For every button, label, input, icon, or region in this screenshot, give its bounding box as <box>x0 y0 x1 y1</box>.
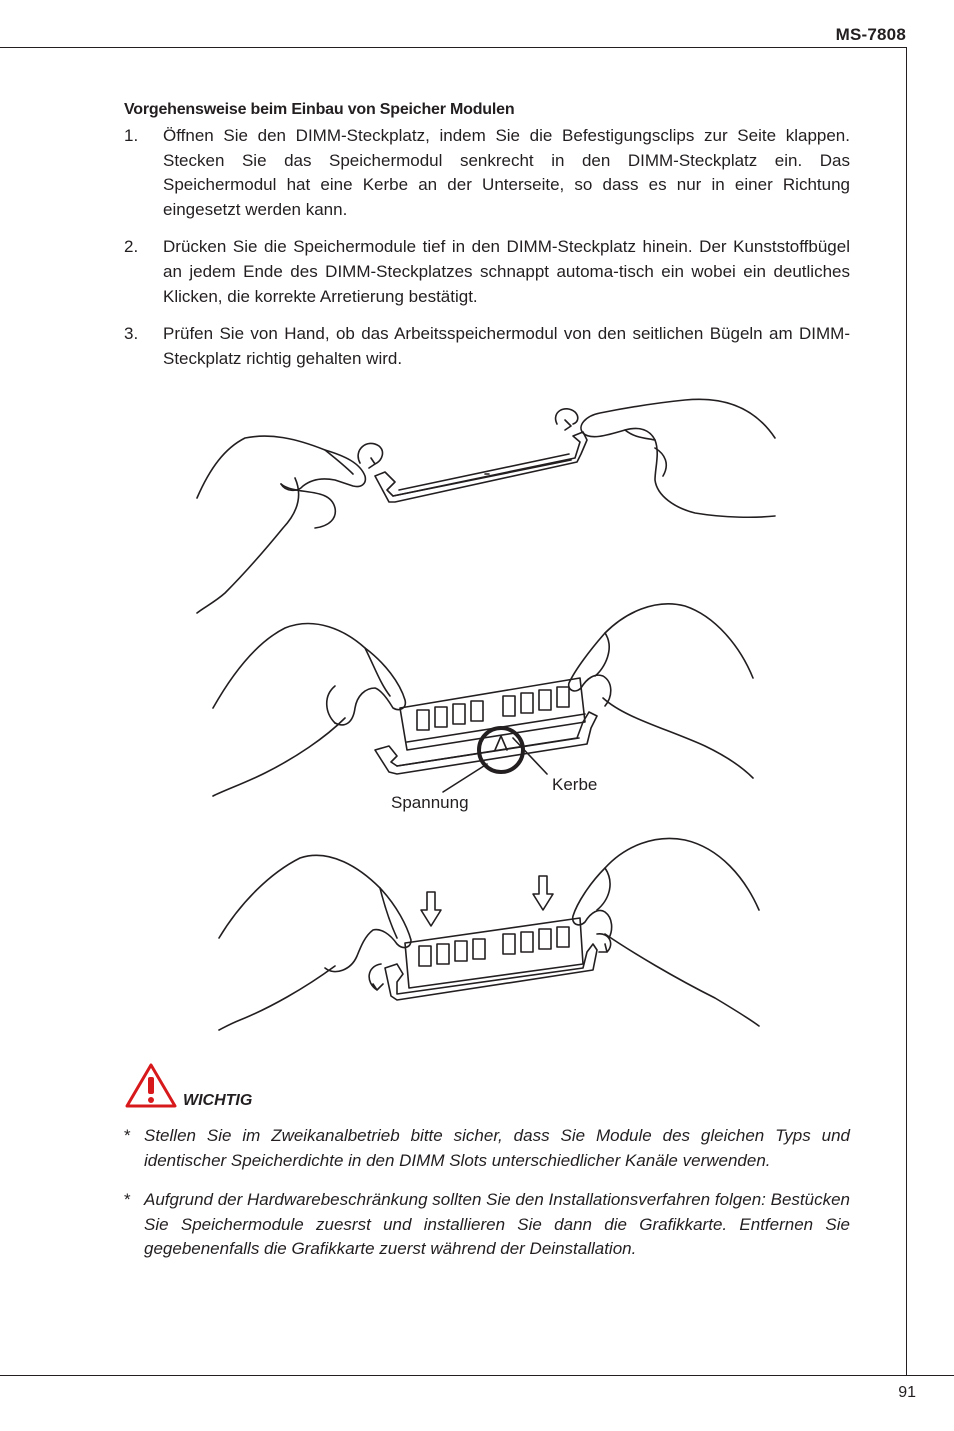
step-text: Prüfen Sie von Hand, ob das Arbeitsspeichermodul von den seitlichen Bügeln am DIMM-Steckplatz richtig gehalten wird. <box>163 324 850 368</box>
down-arrow-left <box>421 892 441 926</box>
left-hand-2 <box>213 624 405 796</box>
note-item <box>124 1188 850 1262</box>
right-curl-arrow-1 <box>556 409 578 430</box>
dimm-install-illustration <box>185 378 785 1038</box>
left-hand-3 <box>219 855 411 1030</box>
down-arrow-right <box>533 876 553 910</box>
left-curl-arrow-1 <box>358 443 382 468</box>
spannung-leader <box>443 764 487 792</box>
model-number: MS-7808 <box>835 25 906 44</box>
note-bullet: * <box>124 1126 131 1145</box>
note-bullet: * <box>124 1190 131 1210</box>
dram-chips-3 <box>419 927 569 966</box>
right-hand-3 <box>573 838 759 1026</box>
footer-rule <box>0 1375 954 1376</box>
dram-chips-2 <box>417 687 569 730</box>
step-item <box>124 235 850 309</box>
note-item <box>124 1124 850 1173</box>
warning-triangle-icon <box>124 1062 178 1110</box>
note-text: Aufgrund der Hardwarebeschränkung sollten Sie den Installationsverfahren folgen: Bestücken Sie Speichermodule zuesrst und installieren Sie dann die Grafikkarte. Entfernen Sie gegebenenfalls die Grafikkarte zuerst während der Deinstallation. <box>144 1190 850 1259</box>
step-text: Drücken Sie die Speichermodule tief in den DIMM-Steckplatz hinein. Der Kunststoffbügel an jedem Ende des DIMM-Steckplatzes schnappt automa-tisch ein wobei ein deutliches Klicken, die korrekte Arretierung bestätigt. <box>163 237 850 306</box>
section-title: Vorgehensweise beim Einbau von Speicher Modulen <box>124 101 515 118</box>
step-text: Öffnen Sie den DIMM-Steckplatz, indem Sie die Befestigungsclips zur Seite klappen. Stecken Sie das Speichermodul senkrecht in den DIMM-Steckplatz ein. Das Speichermodul hat eine Kerbe an der Unterseite, so dass es nur in einer Richtung eingesetzt werden kann. <box>163 126 850 219</box>
left-snap-arrow <box>369 964 383 990</box>
step-item <box>124 322 850 371</box>
step-item <box>124 124 850 222</box>
slot-3 <box>385 944 597 1000</box>
open-slot <box>375 432 587 502</box>
step-number: 2. <box>124 237 139 257</box>
step-number: 3. <box>124 324 139 344</box>
panel-open-slot <box>197 399 775 613</box>
panel-align-module <box>213 604 753 796</box>
kerbe-label: Kerbe <box>552 775 598 794</box>
panel-press-module <box>219 838 759 1030</box>
note-text: Stellen Sie im Zweikanalbetrieb bitte sicher, dass Sie Module des gleichen Typs und identischer Speicherdichte in den DIMM Slots unterschiedlicher Kanäle verwenden. <box>144 1126 850 1170</box>
side-rule <box>906 47 907 1375</box>
install-steps <box>124 124 850 384</box>
important-notes <box>124 1124 850 1277</box>
important-title: WICHTIG <box>183 1092 253 1109</box>
right-hand-2 <box>569 604 753 778</box>
header-rule <box>0 47 907 48</box>
step-number: 1. <box>124 126 139 145</box>
page-number: 91 <box>898 1384 916 1401</box>
spannung-label: Spannung <box>391 793 469 812</box>
right-hand-1 <box>581 399 775 517</box>
